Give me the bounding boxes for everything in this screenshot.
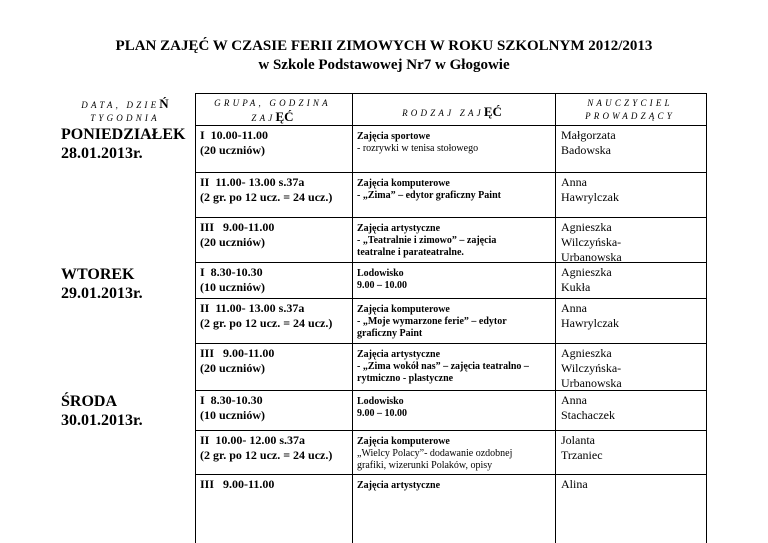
table-rule bbox=[195, 262, 706, 263]
row-teacher: Małgorzata Badowska bbox=[561, 128, 616, 157]
row-group: I 10.00-11.00 (20 uczniów) bbox=[200, 128, 269, 157]
activity-name: Zajęcia artystyczne bbox=[357, 480, 441, 491]
header-teacher bbox=[555, 97, 705, 123]
activity-description: 9.00 – 10.00 bbox=[357, 280, 407, 291]
document-title: PLAN ZAJĘĆ W CZASIE FERII ZIMOWYCH W ROKU SZKOLNYM 2012/2013 bbox=[115, 38, 653, 54]
row-activity bbox=[357, 131, 532, 155]
row-activity bbox=[357, 223, 532, 259]
day-date: 28.01.2013r. bbox=[61, 145, 143, 162]
activity-description: - rozrywki w tenisa stołowego bbox=[357, 143, 479, 154]
row-teacher: Jolanta Trzaniec bbox=[561, 433, 603, 462]
activity-description: „Wielcy Polacy”- dodawanie ozdobnej grafiki, wizerunki Polaków, opisy bbox=[357, 448, 513, 471]
row-group: II 11.00- 13.00 s.37a (2 gr. po 12 ucz. = 24 ucz.) bbox=[200, 175, 333, 204]
row-group: I 8.30-10.30 (10 uczniów) bbox=[200, 265, 265, 294]
table-rule bbox=[195, 93, 706, 94]
header-date-day-emph: Ń bbox=[159, 96, 169, 111]
day-date: 29.01.2013r. bbox=[61, 285, 143, 302]
day-label bbox=[61, 265, 143, 303]
row-teacher: Alina bbox=[561, 477, 588, 491]
day-name: ŚRODA bbox=[61, 393, 118, 410]
header-group-hours-emph: ĘĆ bbox=[275, 109, 294, 124]
table-rule bbox=[352, 93, 353, 543]
header-group-hours-line2: ZAJ bbox=[251, 113, 276, 123]
table-rule bbox=[195, 390, 706, 391]
row-group: II 11.00- 13.00 s.37a (2 gr. po 12 ucz. = 24 ucz.) bbox=[200, 301, 333, 330]
activity-description: - „Moje wymarzone ferie” – edytor graficzny Paint bbox=[357, 316, 507, 339]
activity-name: Zajęcia artystyczne bbox=[357, 223, 441, 234]
activity-name: Lodowisko bbox=[357, 268, 404, 279]
activity-description: - „Teatralnie i zimowo” – zajęcia teatralne i parateatralne. bbox=[357, 235, 497, 258]
table-rule bbox=[195, 125, 706, 126]
header-group-hours-text: GRUPA, GODZINA bbox=[214, 98, 331, 108]
table-rule bbox=[195, 298, 706, 299]
row-group: II 10.00- 12.00 s.37a (2 gr. po 12 ucz. = 24 ucz.) bbox=[200, 433, 333, 462]
activity-name: Zajęcia artystyczne bbox=[357, 349, 441, 360]
day-label bbox=[61, 125, 185, 163]
row-activity bbox=[357, 178, 532, 202]
header-date-day bbox=[60, 97, 190, 125]
row-activity bbox=[357, 349, 532, 385]
row-activity bbox=[357, 304, 532, 340]
row-group: III 9.00-11.00 bbox=[200, 477, 275, 491]
table-rule bbox=[195, 430, 706, 431]
activity-name: Lodowisko bbox=[357, 396, 404, 407]
table-rule bbox=[195, 217, 706, 218]
header-kind-text: RODZAJ ZAJ bbox=[402, 108, 484, 118]
table-rule bbox=[706, 93, 707, 543]
row-group: I 8.30-10.30 (10 uczniów) bbox=[200, 393, 265, 422]
activity-name: Zajęcia sportowe bbox=[357, 131, 431, 142]
day-date: 30.01.2013r. bbox=[61, 412, 143, 429]
header-group-hours bbox=[195, 97, 350, 125]
row-activity bbox=[357, 268, 532, 292]
header-date-day-text: DATA, DZIE bbox=[81, 100, 160, 110]
day-name: WTOREK bbox=[61, 266, 135, 283]
row-teacher: Agnieszka Wilczyńska- Urbanowska bbox=[561, 346, 622, 390]
activity-description: - „Zima wokół nas” – zajęcia teatralno – rytmiczno - plastyczne bbox=[357, 361, 529, 384]
header-kind-emph: ĘĆ bbox=[483, 104, 502, 119]
activity-name: Zajęcia komputerowe bbox=[357, 178, 450, 189]
header-teacher-line2: PROWADZĄCY bbox=[585, 111, 675, 121]
activity-description: - „Zima” – edytor graficzny Paint bbox=[357, 190, 501, 201]
document-subtitle: w Szkole Podstawowej Nr7 w Głogowie bbox=[258, 57, 510, 73]
row-teacher: Agnieszka Wilczyńska- Urbanowska bbox=[561, 220, 622, 264]
row-group: III 9.00-11.00 (20 uczniów) bbox=[200, 220, 275, 249]
table-rule bbox=[195, 474, 706, 475]
row-teacher: Anna Hawrylczak bbox=[561, 301, 619, 330]
activity-description: 9.00 – 10.00 bbox=[357, 408, 407, 419]
table-rule bbox=[195, 93, 196, 543]
header-kind bbox=[352, 105, 552, 120]
row-activity bbox=[357, 480, 532, 492]
day-label bbox=[61, 392, 143, 430]
row-activity bbox=[357, 396, 532, 420]
activity-name: Zajęcia komputerowe bbox=[357, 436, 450, 447]
row-group: III 9.00-11.00 (20 uczniów) bbox=[200, 346, 275, 375]
row-teacher: Agnieszka Kukła bbox=[561, 265, 612, 294]
activity-name: Zajęcia komputerowe bbox=[357, 304, 450, 315]
table-rule bbox=[195, 172, 706, 173]
row-teacher: Anna Hawrylczak bbox=[561, 175, 619, 204]
row-activity bbox=[357, 436, 532, 472]
day-name: PONIEDZIAŁEK bbox=[61, 126, 186, 143]
table-rule bbox=[195, 343, 706, 344]
header-teacher-text: NAUCZYCIEL bbox=[587, 98, 673, 108]
header-date-day-line2: TYGODNIA bbox=[90, 113, 160, 123]
row-teacher: Anna Stachaczek bbox=[561, 393, 615, 422]
table-rule bbox=[555, 93, 556, 543]
